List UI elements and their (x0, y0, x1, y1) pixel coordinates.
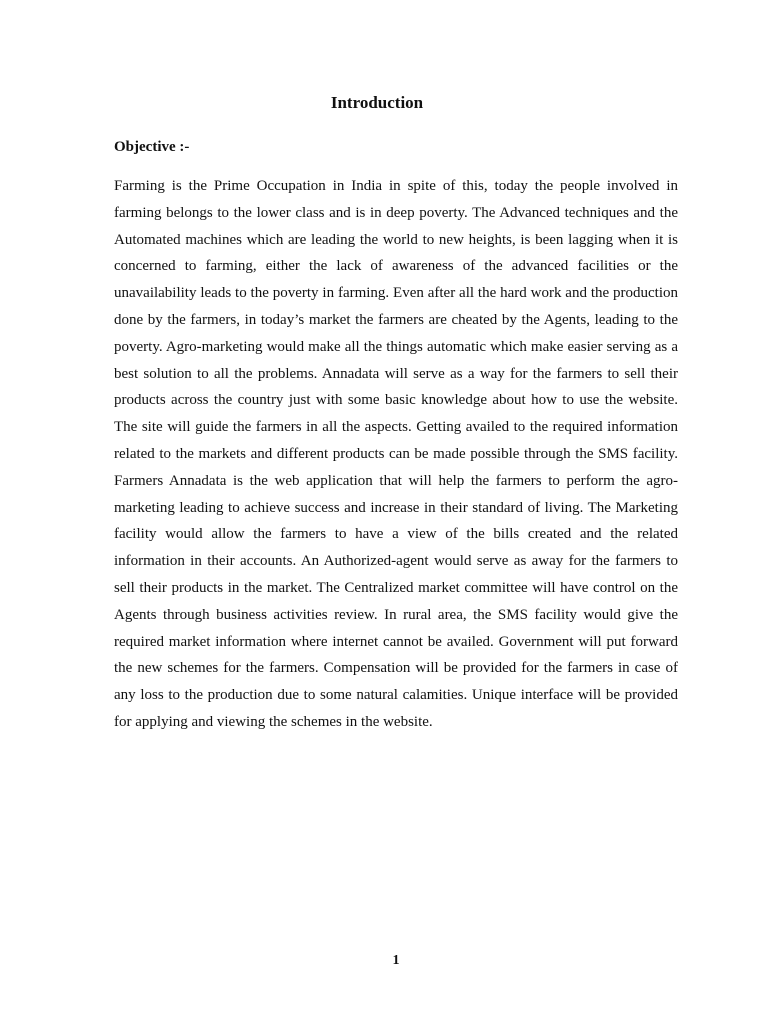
body-paragraph: Farming is the Prime Occupation in India in spite of this, today the people involved in farming belongs to the lower class and is in deep poverty. The Advanced techniques and the Automated machines which are leading the world to new heights, is been lagging when it is concerned to farming, either the lack of awareness of the advanced facilities or the unavailability leads to the poverty in farming. Even after all the hard work and the production done by the farmers, in today’s market the farmers are cheated by the Agents, leading to the poverty. Agro-marketing would make all the things automatic which make easier serving as a best solution to all the problems. Annadata will serve as a way for the farmers to sell their products across the country just with some basic knowledge about how to use the website. The site will guide the farmers in all the aspects. Getting availed to the required information related to the markets and different products can be made possible through the SMS facility. Farmers Annadata is the web application that will help the farmers to perform the agro-marketing leading to achieve success and increase in their standard of living. The Marketing facility would allow the farmers to have a view of the bills created and the related information in their accounts. An Authorized-agent would serve as away for the farmers to sell their products in the market. The Centralized market committee will have control on the Agents through business activities review. In rural area, the SMS facility would give the required market information where internet cannot be availed. Government will put forward the new schemes for the farmers. Compensation will be provided for the farmers in case of any loss to the production due to some natural calamities. Unique interface will be provided for applying and viewing the schemes in the website. (114, 178, 678, 730)
page-title: Introduction (330, 93, 424, 112)
section-heading-objective: Objective :- (114, 139, 190, 155)
page-number: 1 (392, 953, 400, 968)
